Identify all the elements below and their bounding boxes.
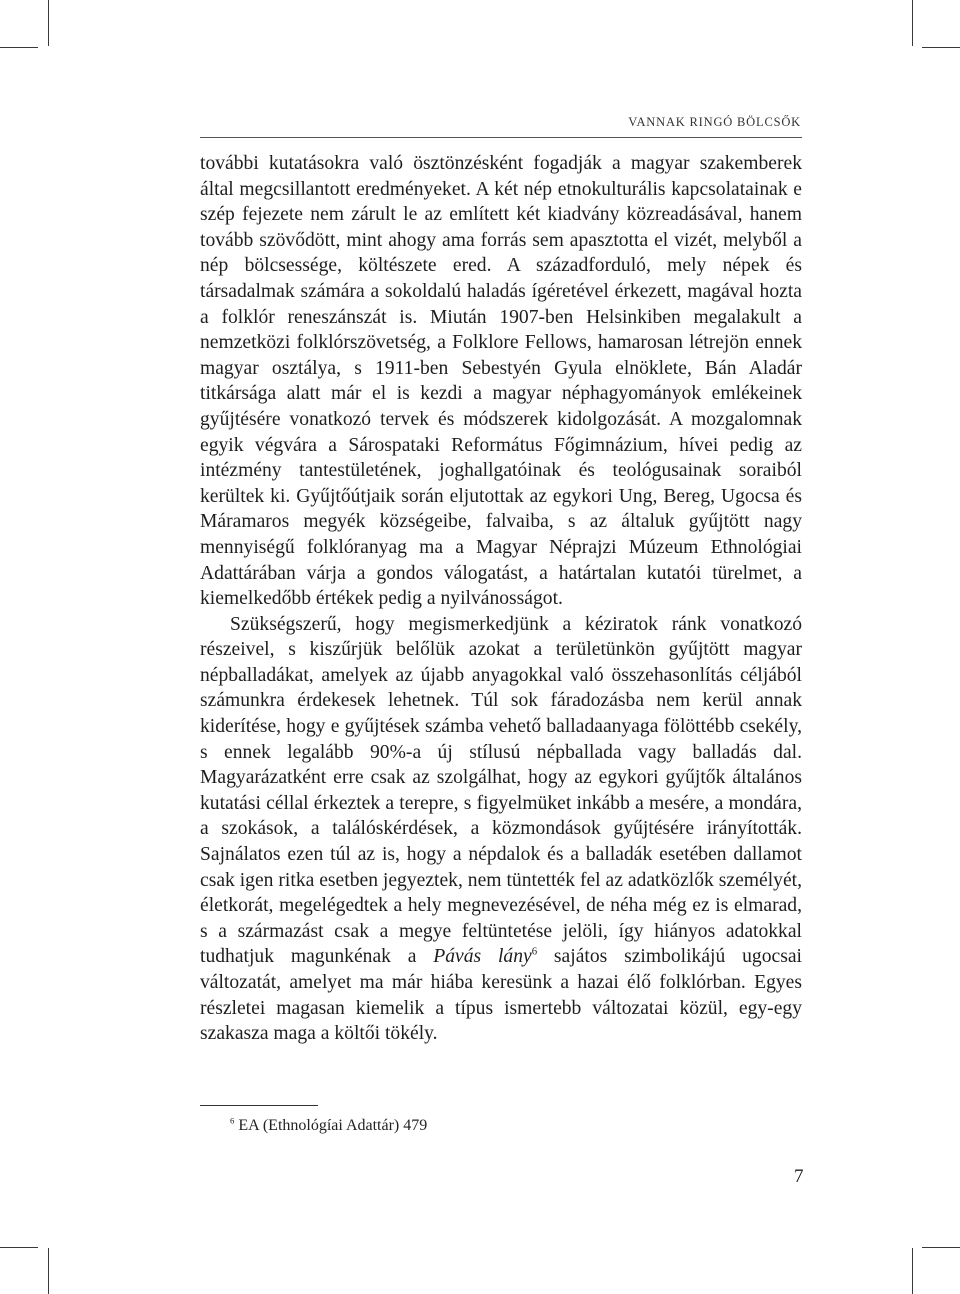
- crop-mark: [912, 1248, 913, 1294]
- crop-mark: [922, 47, 960, 48]
- running-header: VANNAK RINGÓ BÖLCSŐK: [628, 115, 801, 129]
- paragraph: [200, 612, 802, 1047]
- ballad-title: Pávás lány: [433, 946, 532, 968]
- paragraph-text: sajátos szimbolikájú ugocsai változatát, amelyet ma már hiába keresünk a hazai élő folklórban. Egyes részletei magasan kiemelik a típus ismertebb változatai közül, egy-egy szakasza maga a költői tökély.: [200, 946, 802, 1045]
- paragraph: további kutatásokra való ösztönzésként fogadják a magyar szakemberek által megcsillantott eredményeket. A két nép etnokulturális kapcsolatainak e szép fejezete nem zárult le az említett két kiadvány közreadásával, hanem tovább szövődött, mint ahogy ama forrás sem apasztotta el vizét, melyből a nép bölcsessége, költészete ered. A századforduló, mely népek és társadalmak számára a sokoldalú haladás ígéretével érkezett, magával hozta a folklór reneszánszát is. Miután 1907-ben Helsinkiben megalakult a nemzetközi folklórszövetség, a Folklore Fellows, hamarosan létrejön ennek magyar osztálya, s 1911-ben Sebestyén Gyula elnöklete, Bán Aladár titkársága alatt már el is kezdi a magyar néphagyományok emlékeinek gyűjtésére vonatkozó tervek és módszerek kidolgozását. A mozgalomnak egyik végvára a Sárospataki Református Főgimnázium, hívei pedig az intézmény tantestületének, joghallgatóinak és teológusainak soraiból kerültek ki. Gyűjtőútjaik során eljutottak az egykori Ung, Bereg, Ugocsa és Máramaros megyék községeibe, falvaiba, s az általuk gyűjtött nagy mennyiségű folklóranyag ma a Magyar Néprajzi Múzeum Ethnológiai Adattárában várja a gondos válogatást, a határtalan kutatói türelmet, a kiemelkedőbb értékek pedig a nyilvánosságot.: [200, 153, 802, 610]
- crop-mark: [912, 0, 913, 46]
- crop-mark: [922, 1247, 960, 1248]
- body-text: [200, 151, 802, 1047]
- crop-mark: [0, 1247, 38, 1248]
- crop-mark: [48, 1248, 49, 1294]
- footnote-text: EA (Ethnológíai Adattár) 479: [238, 1117, 428, 1134]
- header-rule: [200, 137, 802, 138]
- crop-mark: [0, 47, 38, 48]
- footnote-number: 6: [230, 1115, 235, 1126]
- footnote: [230, 1117, 427, 1135]
- page-number: 7: [794, 1166, 804, 1187]
- footnote-reference: 6: [531, 945, 538, 958]
- paragraph-text: Szükségszerű, hogy megismerkedjünk a kéziratok ránk vonatkozó részeivel, s kiszűrjük belőlük azokat a területünkön gyűjtött magyar népballadákat, amelyek az újabb anyagokkal való összehasonlítás céljából számunkra érdekesek lehetnek. Túl sok fáradozásba nem kerül annak kiderítése, hogy e gyűjtések számba vehető balladaanyaga fölöttébb csekély, s ennek legalább 90%-a új stílusú népballada vagy balladás dal. Magyarázatként erre csak az szolgálhat, hogy az egykori gyűjtők általános kutatási céllal érkeztek a terepre, s figyelmüket inkább a mesére, a mondára, a szokások, a találóskérdések, a közmondások gyűjtésére irányították. Sajnálatos ezen túl az is, hogy a népdalok és a balladák esetében dallamot csak igen ritka esetben jegyeztek, nem tüntették fel az adatközlők személyét, életkorát, megelégedtek a hely megnevezésével, de néha még ez is elmarad, s a származást csak a megye feltüntetése jelöli, így hiányos adatokkal tudhatjuk magunkénak a: [200, 613, 802, 968]
- footnote-rule: [200, 1105, 318, 1106]
- crop-mark: [48, 0, 49, 46]
